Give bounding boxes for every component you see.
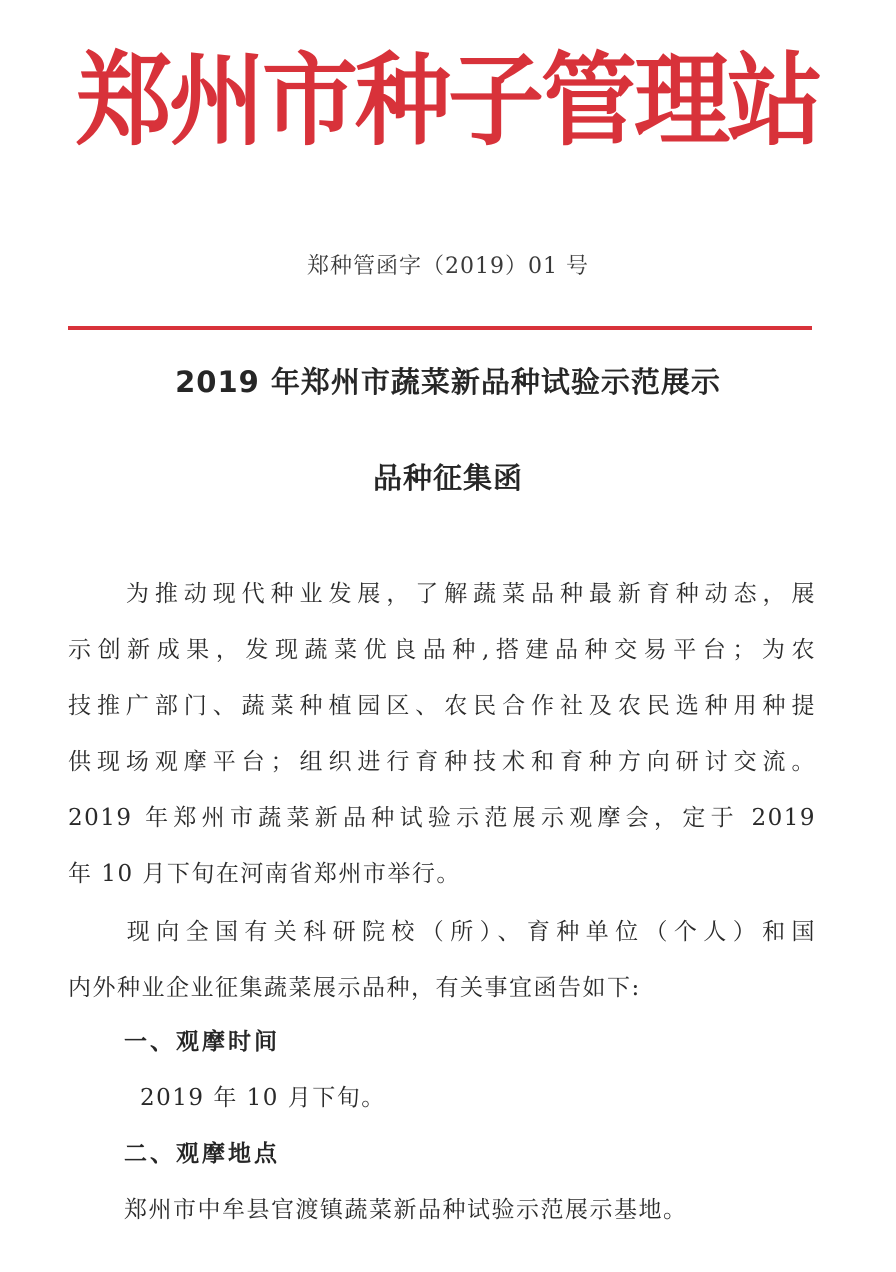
section-1-content: 2019 年 10 月下旬。: [140, 1085, 386, 1111]
document-number: 郑种管函字（2019）01 号: [307, 254, 589, 279]
section-1-heading: 一、观摩时间: [124, 1029, 280, 1055]
paragraph-1-line-5: 2019 年郑州市蔬菜新品种试验示范展示观摩会，定于 2019: [68, 805, 816, 831]
paragraph-1-line-2: 示创新成果，发现蔬菜优良品种,搭建品种交易平台；为农: [68, 637, 816, 663]
red-divider-rule: [68, 326, 812, 330]
masthead-org-name: 郑州市种子管理站: [76, 41, 820, 160]
paragraph-1-line-3: 技推广部门、蔬菜种植园区、农民合作社及农民选种用种提: [68, 693, 816, 719]
section-2-content: 郑州市中牟县官渡镇蔬菜新品种试验示范展示基地。: [124, 1197, 688, 1223]
paragraph-1-line-6: 年 10 月下旬在河南省郑州市举行。: [68, 861, 461, 887]
document-title-line-2: 品种征集函: [372, 461, 523, 495]
paragraph-2-line-1: 现向全国有关科研院校（所）、育种单位（个人）和国: [68, 919, 816, 945]
paragraph-1-line-1: 为推动现代种业发展，了解蔬菜品种最新育种动态，展: [68, 581, 816, 607]
paragraph-2-line-2: 内外种业企业征集蔬菜展示品种，有关事宜函告如下:: [68, 975, 641, 1001]
section-2-heading: 二、观摩地点: [124, 1141, 280, 1167]
paragraph-1-line-4: 供现场观摩平台；组织进行育种技术和育种方向研讨交流。: [68, 749, 816, 775]
document-title-line-1: 2019 年郑州市蔬菜新品种试验示范展示: [175, 365, 721, 399]
